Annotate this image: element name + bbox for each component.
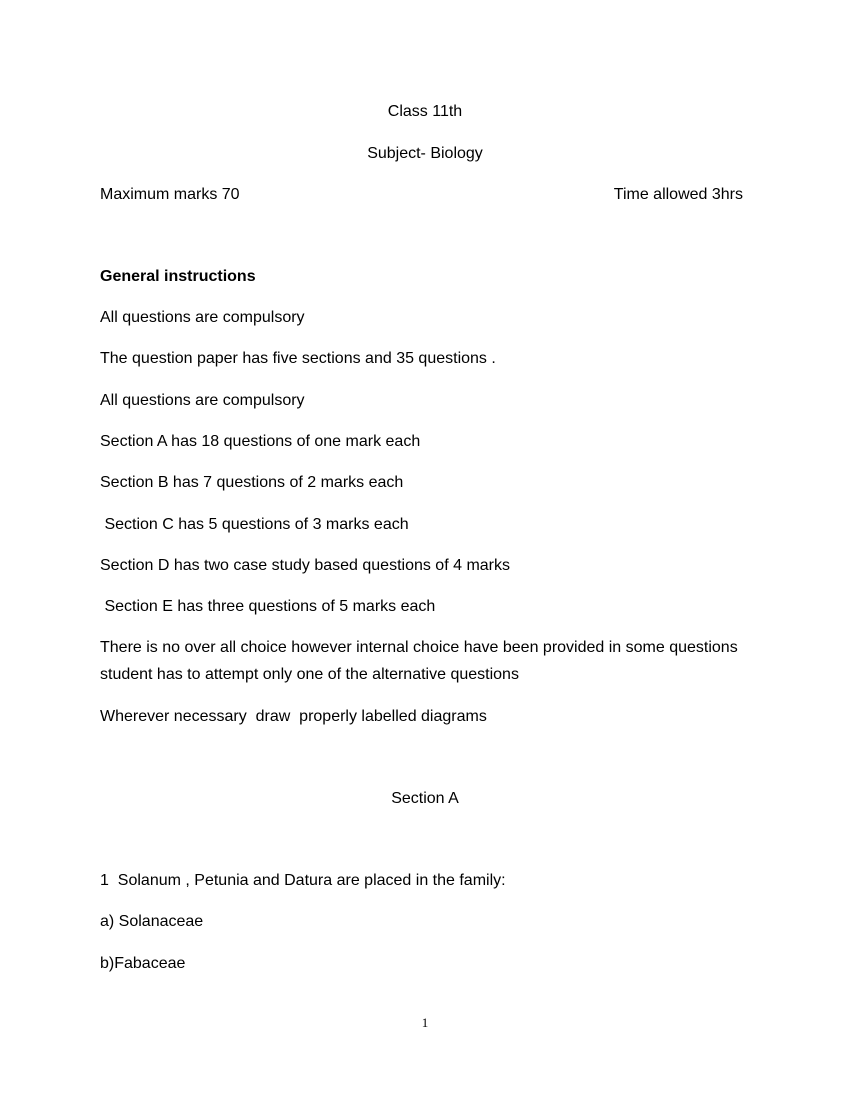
instructions-heading: General instructions — [100, 268, 256, 285]
instruction-item: Section D has two case study based questions of 4 marks — [100, 557, 510, 574]
instruction-item: The question paper has five sections and 35 questions . — [100, 350, 496, 367]
question-1: 1 Solanum , Petunia and Datura are placed in the family: — [100, 872, 506, 889]
instruction-item: Section B has 7 questions of 2 marks each — [100, 474, 404, 491]
question-1-option-a: a) Solanaceae — [100, 913, 204, 930]
page-number: 1 — [421, 1015, 429, 1030]
instruction-item-choice: There is no over all choice however internal choice have been provided in some questions student has to attempt only one of the alternative questions — [100, 639, 738, 683]
subject-title: Subject- Biology — [367, 145, 483, 162]
question-1-option-b: b)Fabaceae — [100, 955, 186, 972]
instruction-item: Section C has 5 questions of 3 marks each — [100, 516, 409, 533]
instruction-item: Wherever necessary draw properly labelled diagrams — [100, 708, 487, 725]
time-allowed: Time allowed 3hrs — [613, 186, 743, 203]
instruction-item: Section E has three questions of 5 marks each — [100, 598, 436, 615]
instruction-item: All questions are compulsory — [100, 309, 305, 326]
instruction-item: All questions are compulsory — [100, 392, 305, 409]
max-marks: Maximum marks 70 — [100, 186, 240, 203]
class-title: Class 11th — [387, 103, 463, 120]
instruction-item: Section A has 18 questions of one mark each — [100, 433, 421, 450]
section-a-title: Section A — [391, 790, 459, 807]
